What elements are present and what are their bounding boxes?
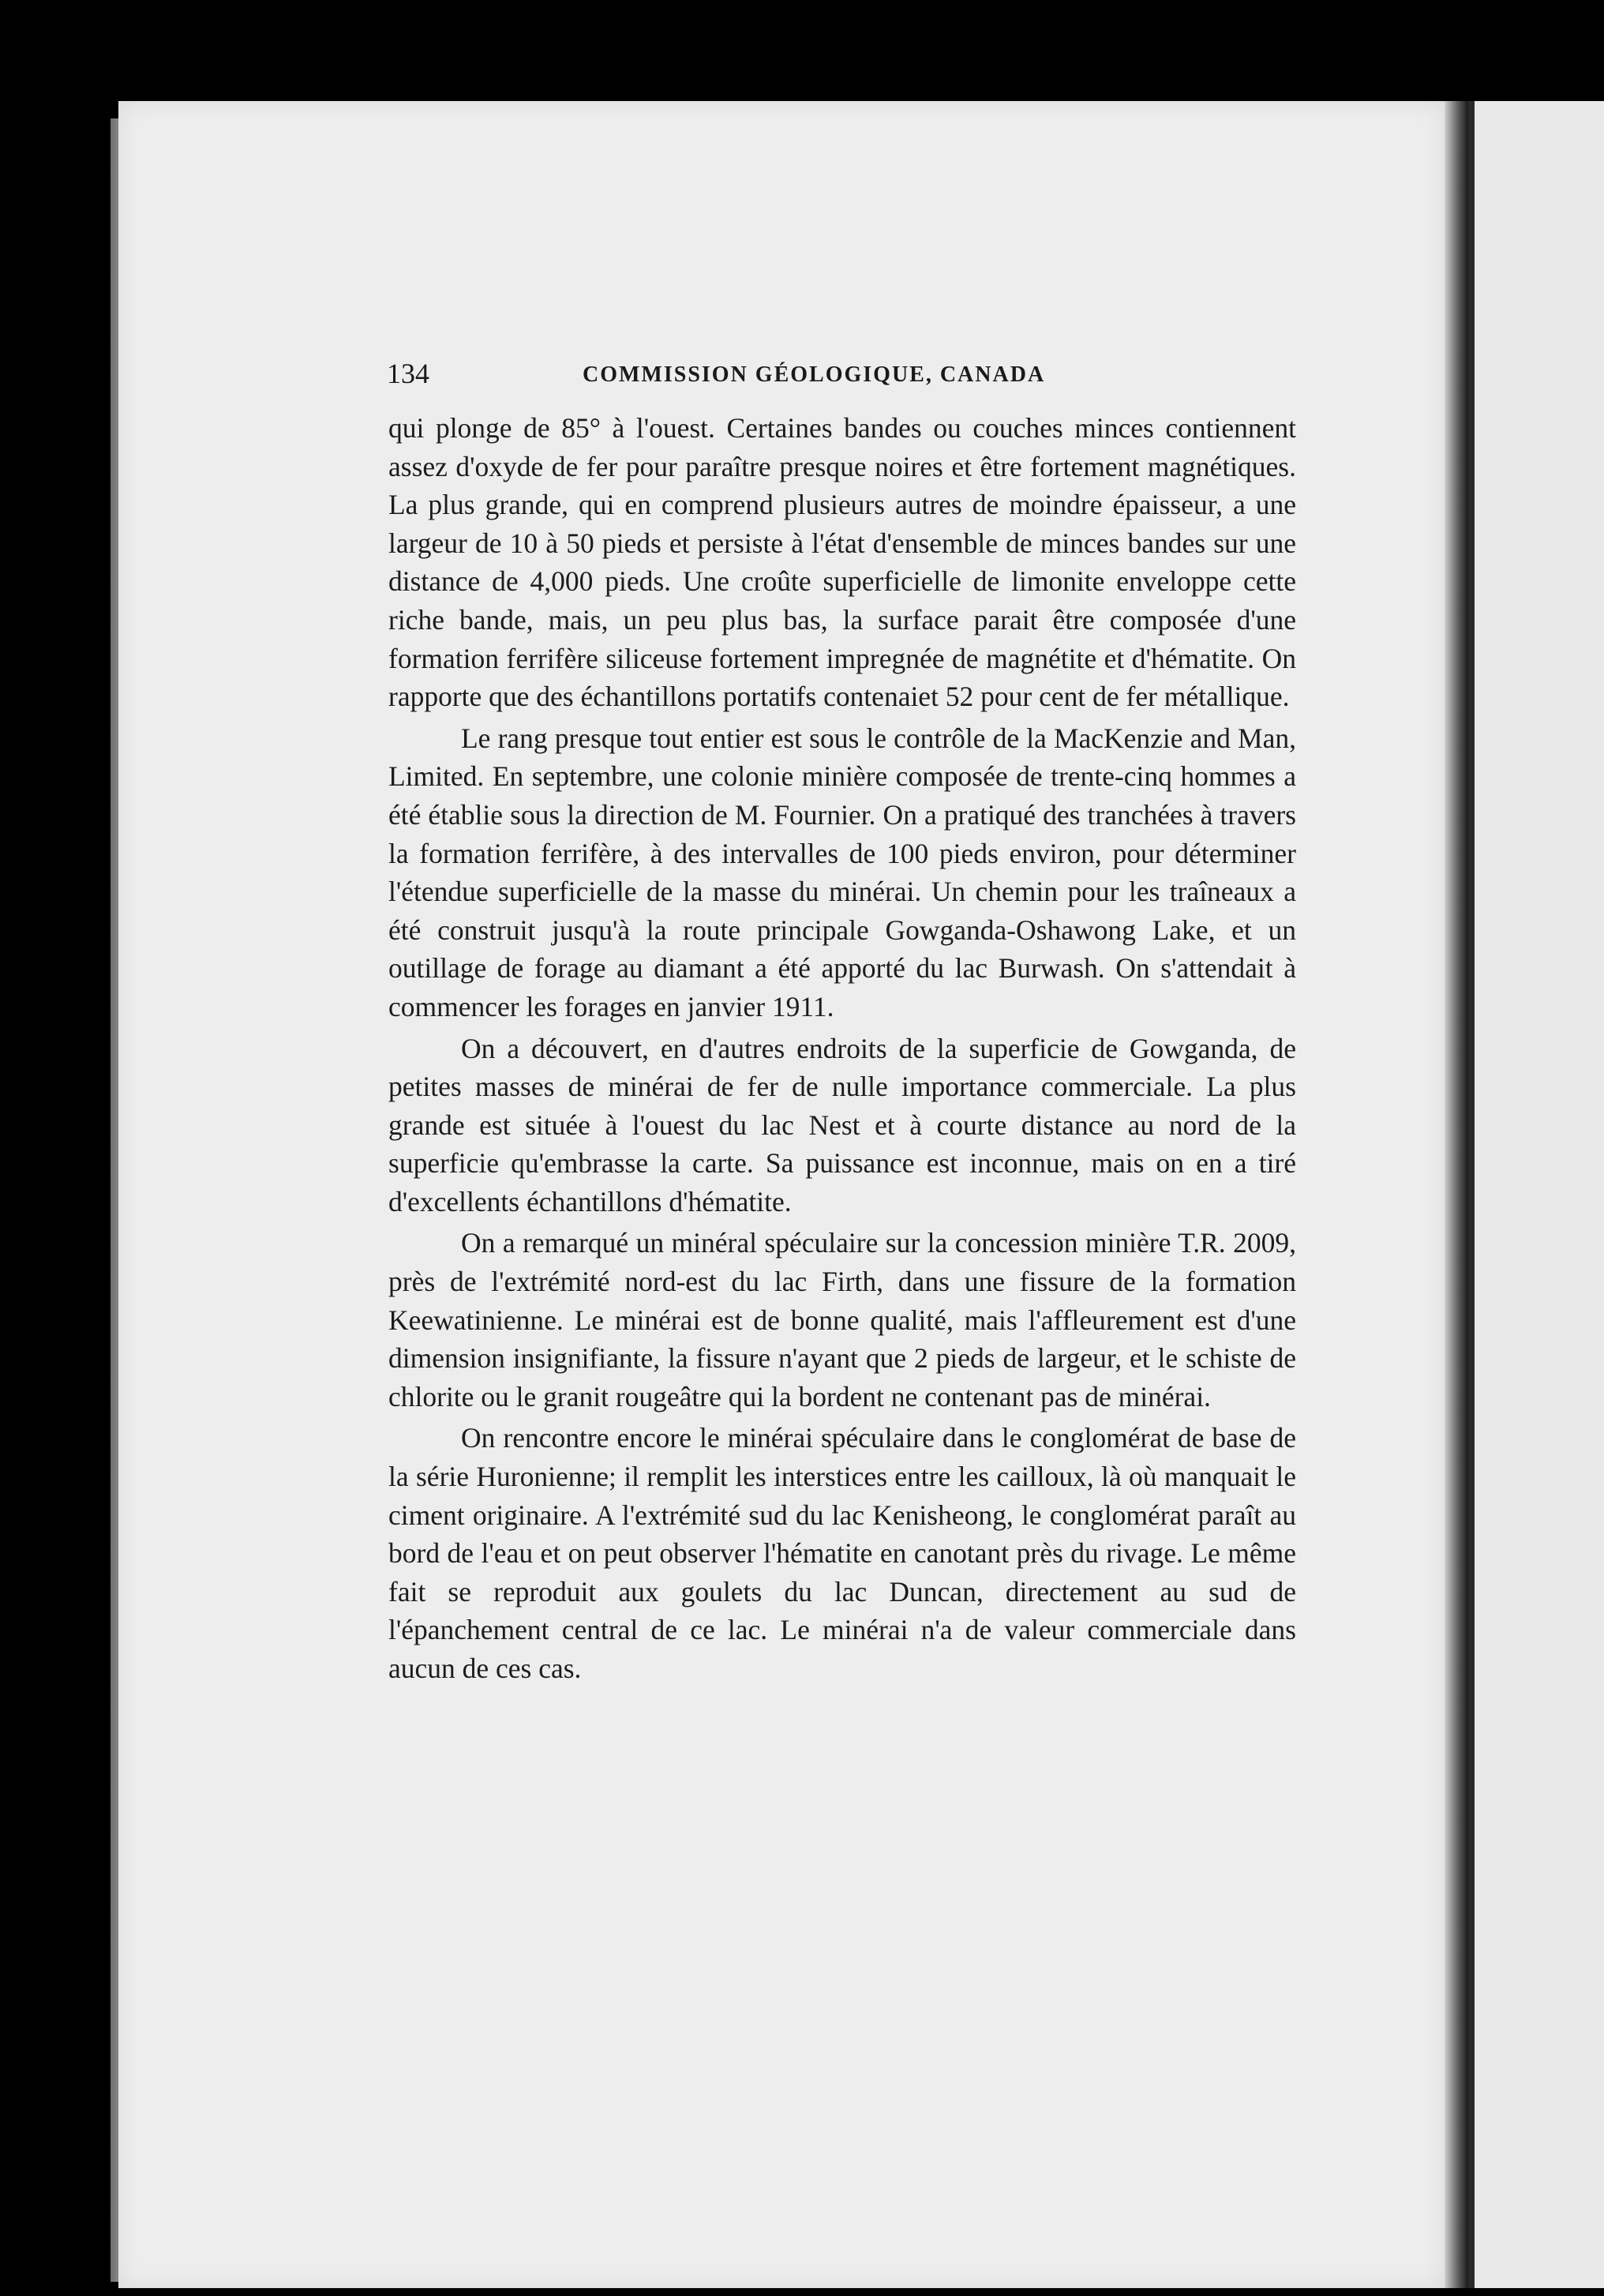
paragraph-5: On rencontre encore le minérai spéculaire dans le conglomérat de base de la série Huronienne; il remplit les interstices entre les cailloux, là où manquait le ciment originaire. A l'extrémité sud du lac Kenisheong, le conglomérat paraît au bord de l'eau et on peut observer l'hématite en canotant près du rivage. Le même fait se reproduit aux goulets du lac Duncan, directement au sud de l'épanchement central de ce lac. Le minérai n'a de valeur commerciale dans aucun de ces cas.	[388, 1422, 1296, 1684]
paragraph-2: Le rang presque tout entier est sous le contrôle de la MacKenzie and Man, Limited. En septembre, une colonie minière composée de trente-cinq hommes a été établie sous la direction de M. Fournier. On a pratiqué des tranchées à travers la formation ferrifère, à des intervalles de 100 pieds environ, pour déterminer l'étendue superficielle de la masse du minérai. Un chemin pour les traîneaux a été construit jusqu'à la route principale Gowganda-Oshawong Lake, et un outillage de forage au diamant a été apporté du lac Burwash. On s'attendait à commencer les forages en janvier 1911.	[388, 722, 1296, 1022]
page-header	[387, 354, 1302, 393]
paragraph-4: On a remarqué un minéral spéculaire sur la concession minière T.R. 2009, près de l'extrémité nord-est du lac Firth, dans une fissure de la formation Keewatinienne. Le minérai est de bonne qualité, mais l'affleurement est d'une dimension insignifiante, la fissure n'ayant que 2 pieds de largeur, et le schiste de chlorite ou le granit rougeâtre qui la bordent ne contenant pas de minérai.	[388, 1227, 1296, 1412]
paragraph-3: On a découvert, en d'autres endroits de la superficie de Gowganda, de petites masses de minérai de fer de nulle importance commerciale. La plus grande est située à l'ouest du lac Nest et à courte distance au nord de la superficie qu'embrasse la carte. Sa puissance est inconnue, mais on en a tiré d'excellents échantillons d'hématite.	[388, 1032, 1296, 1217]
page-number: 134	[387, 358, 429, 389]
running-head: COMMISSION GÉOLOGIQUE, CANADA	[583, 362, 1046, 387]
paragraph-1: qui plonge de 85° à l'ouest. Certaines bandes ou couches minces contiennent assez d'oxyde de fer pour paraître presque noires et être fortement magnétiques. La plus grande, qui en comprend plusieurs autres de moindre épaisseur, a une largeur de 10 à 50 pieds et persiste à l'état d'ensemble de minces bandes sur une distance de 4,000 pieds. Une croûte superficielle de limonite enveloppe cette riche bande, mais, un peu plus bas, la surface parait être composée d'une formation ferrifère siliceuse fortement impregnée de magnétite et d'hématite. On rapporte que des échantillons portatifs contenaiet 52 pour cent de fer métallique.	[388, 412, 1296, 713]
page-gutter	[1445, 101, 1468, 2288]
body-text	[388, 409, 1296, 1688]
facing-page-edge	[1468, 101, 1604, 2288]
